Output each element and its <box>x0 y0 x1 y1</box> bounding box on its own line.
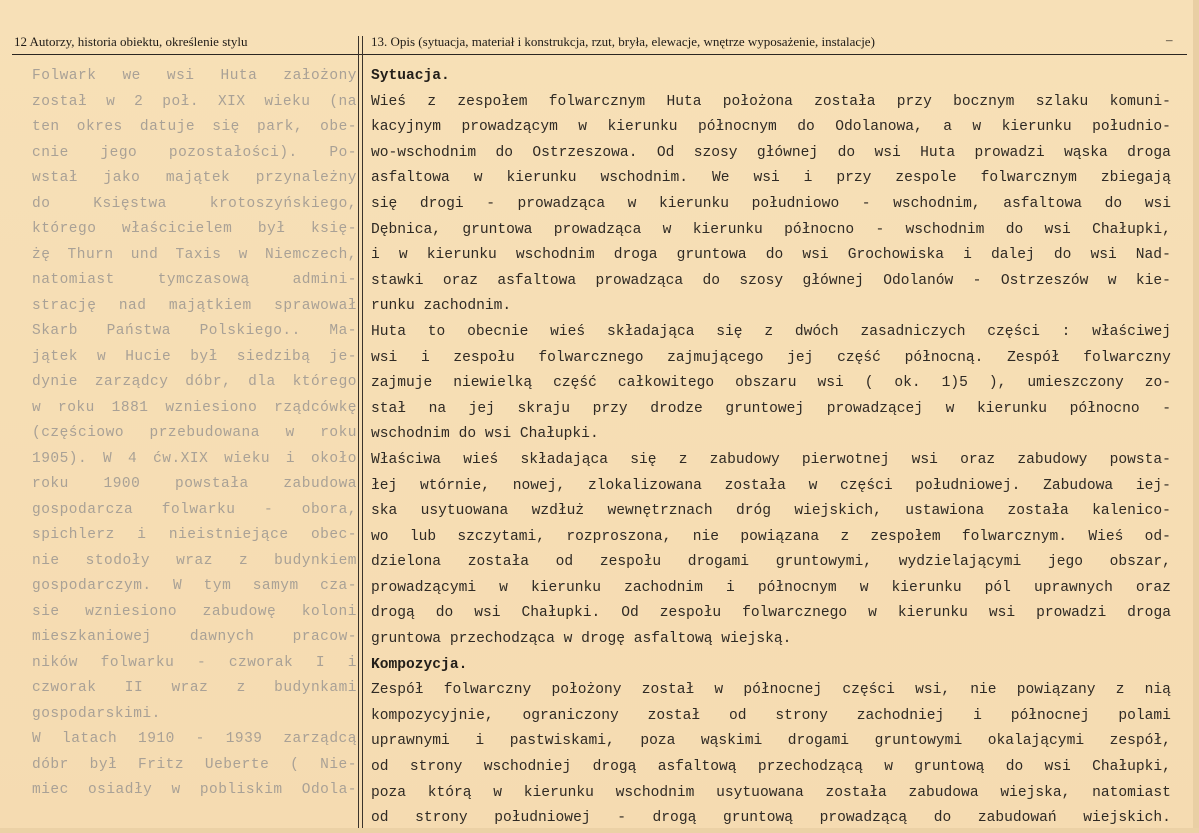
history-line: (częściowo przebudowana w roku <box>32 425 357 441</box>
history-line: roku 1900 powstała zabudowa <box>32 476 357 492</box>
paragraph-last-line: runku zachodnim. <box>371 298 512 315</box>
history-line: dóbr był Fritz Ueberte ( Nie- <box>32 756 357 773</box>
paragraph-line: kacyjnym prowadzącym w kierunku północnym do Odolanowa, a w kierunku południo- <box>371 119 1171 136</box>
paragraph-line: Huta to obecnie wieś składająca się z dwóch zasadniczych części : właściwej <box>371 323 1171 340</box>
paragraph-line: poza którą w kierunku wschodnim usytuowana została zabudowa wiejska, natomiast <box>371 784 1171 801</box>
paragraph-line: wo lub szczytami, rozproszona, nie powiązana z zespołem folwarcznym. Wieś od- <box>371 528 1171 545</box>
paragraph-line: Zespół folwarczny położony został w północnej części wsi, nie powiązany z nią <box>371 682 1171 699</box>
header-dash: – <box>1166 32 1173 47</box>
paragraph-line: Właściwa wieś składająca się z zabudowy pierwotnej wsi oraz zabudowy powsta- <box>371 451 1171 468</box>
paragraph-line: stawki oraz asfaltowa prowadząca do szosy głównej Odolanów - Ostrzeszów w kie- <box>371 272 1171 289</box>
history-line: Folwark we wsi Huta założony <box>32 68 357 84</box>
paragraph-line: wsi i zespołu folwarcznego zajmującego jej część północną. Zespół folwarczny <box>371 349 1171 366</box>
paragraph-line: stał na jej skraju przy drodze gruntowej prowadzącej w kierunku północno - <box>371 400 1171 417</box>
paragraph-line: wo-wschodnim do Ostrzeszowa. Od szosy głównej do wsi Huta prowadzi wąska droga <box>371 144 1171 161</box>
paragraph-line: uprawnymi i pastwiskami, poza wąskimi drogami gruntowymi okalającymi zespół, <box>371 733 1171 750</box>
history-line: żę Thurn und Taxis w Niemczech, <box>32 246 357 263</box>
history-line: strację nad majątkiem sprawował <box>32 297 357 314</box>
paragraph-last-line: wschodnim do wsi Chałupki. <box>371 426 599 443</box>
paragraph-line: i w kierunku wschodnim droga gruntowa do wsi Grochowiska i dalej do wsi Nad- <box>371 247 1171 264</box>
history-line: nie stodoły wraz z budynkiem <box>32 552 357 569</box>
paragraph-line: Dębnica, gruntowa prowadząca w kierunku północno - wschodnim do wsi Chałupki, <box>371 221 1171 238</box>
history-line: wstał jako majątek przynależny <box>32 170 357 186</box>
paragraph-line: prowadzącymi w kierunku zachodnim i północnym w kierunku pól uprawnych oraz <box>371 579 1171 596</box>
page-edge-right <box>1193 0 1199 833</box>
section-13-header: 13. Opis (sytuacja, materiał i konstrukcja, rzut, bryła, elewacje, wnętrze wyposażenie, instalacje) <box>371 34 875 49</box>
paragraph-line: drogą do wsi Chałupki. Od zespołu folwarcznego w kierunku wsi prowadzi droga <box>371 605 1171 622</box>
history-line: sie wzniesiono zabudowę koloni <box>32 603 357 620</box>
column-divider-left <box>358 36 359 828</box>
history-line: spichlerz i nieistniejące obec- <box>32 527 357 543</box>
history-line: gospodarcza folwarku - obora, <box>32 501 357 518</box>
history-line: 1905). W 4 ćw.XIX wieku i około <box>32 450 357 467</box>
paragraph-line: od strony wschodniej drogą asfaltową przechodzącą w gruntową do wsi Chałupki, <box>371 759 1171 776</box>
header-rule <box>12 54 1187 55</box>
history-line: mieszkaniowej dawnych pracow- <box>32 629 357 645</box>
paragraph-line: ska usytuowana wzdłuż wewnętrznach dróg wiejskich, ustawiona została kalenico- <box>371 503 1171 520</box>
section-12-header: 12 Autorzy, historia obiektu, określenie stylu <box>14 34 248 49</box>
history-line: którego właścicielem był księ- <box>32 221 357 237</box>
paragraph-line: się drogi - prowadząca w kierunku południowo - wschodnim, asfaltowa do wsi <box>371 195 1171 212</box>
paragraph-line: kompozycyjnie, ograniczony został od strony zachodniej i północnej polami <box>371 707 1171 724</box>
history-line: jątek w Hucie był siedzibą je- <box>32 348 357 365</box>
section-heading: Sytuacja. <box>371 68 450 84</box>
paragraph-line: asfaltowa w kierunku wschodnim. We wsi i przy zespole folwarcznym zbiegają <box>371 170 1171 187</box>
history-line: został w 2 poł. XIX wieku (na <box>32 93 357 110</box>
history-text-column <box>32 64 357 804</box>
history-line: ten okres datuje się park, obe- <box>32 119 357 135</box>
history-line: dynie zarządcy dóbr, dla którego <box>32 374 357 390</box>
history-line: w roku 1881 wzniesiono rządcówkę <box>32 399 357 416</box>
paragraph-line: łej wtórnie, nowej, zlokalizowana została w części południowej. Zabudowa iej- <box>371 477 1171 494</box>
paragraph-line: dzielona została od zespołu drogami gruntowymi, wydzielającymi jego obszar, <box>371 554 1171 571</box>
history-line: gospodarskimi. <box>32 705 161 722</box>
paragraph-last-line: gruntowa przechodząca w drogę asfaltową wiejską. <box>371 631 792 648</box>
history-line: gospodarczym. W tym samym cza- <box>32 578 357 594</box>
history-line: natomiast tymczasową admini- <box>32 272 357 288</box>
section-heading: Kompozycja. <box>371 656 468 673</box>
column-divider-right <box>362 36 363 828</box>
history-line: ników folwarku - czworak I i <box>32 654 357 671</box>
history-line: Skarb Państwa Polskiego.. Ma- <box>32 323 357 339</box>
description-text-column <box>371 64 1171 832</box>
history-line: czworak II wraz z budynkami <box>32 680 357 696</box>
paragraph-line: Wieś z zespołem folwarcznym Huta położona została przy bocznym szlaku komuni- <box>371 93 1171 110</box>
history-line: cnie jego pozostałości). Po- <box>32 144 357 161</box>
history-line: miec osiadły w pobliskim Odola- <box>32 782 357 798</box>
history-line: W latach 1910 - 1939 zarządcą <box>32 731 357 747</box>
paragraph-line: zajmuje niewielką część całkowitego obszaru wsi ( ok. 1)5 ), umieszczony zo- <box>371 375 1171 392</box>
history-line: do Księstwa krotoszyńskiego, <box>32 195 357 212</box>
paragraph-line: od strony południowej - drogą gruntową prowadzącą do zabudowań wiejskich. <box>371 810 1171 827</box>
